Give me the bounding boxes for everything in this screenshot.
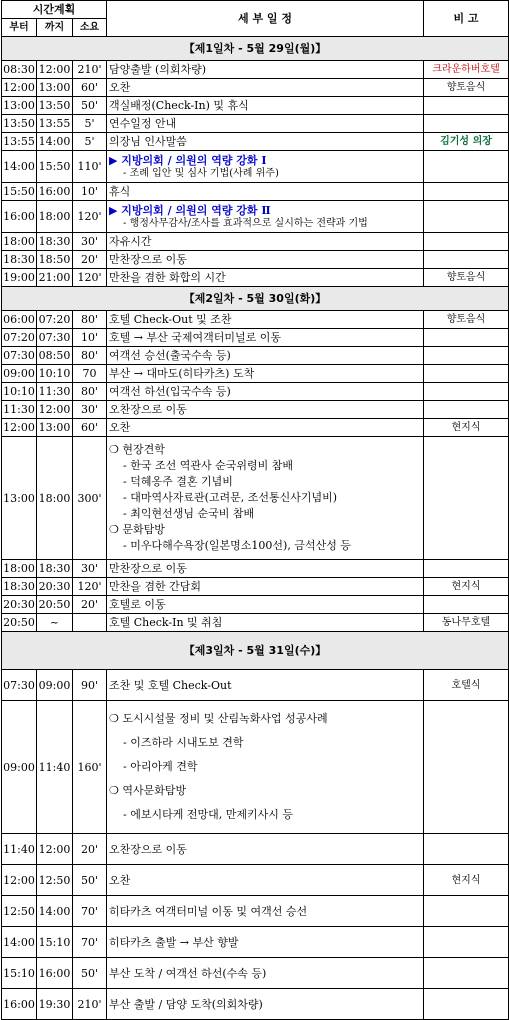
cell-dur: 80' [73, 311, 107, 329]
cell-detail [107, 79, 424, 97]
cell-note [424, 151, 509, 183]
cell-detail [107, 927, 424, 958]
detail-line: - 한국 조선 역관사 순국위령비 참배 [123, 459, 293, 472]
cell-detail [107, 61, 424, 79]
detail-line: 부산 출발 / 담양 도착(의회차량) [109, 997, 263, 1011]
schedule-row [2, 614, 509, 632]
cell-from: 20:30 [2, 596, 37, 614]
cell-from: 16:00 [2, 989, 37, 1020]
detail-line: 만찬장으로 이동 [109, 562, 187, 575]
cell-detail [107, 596, 424, 614]
cell-dur: 120' [73, 578, 107, 596]
cell-note: 향토음식 [424, 269, 509, 287]
detail-line: - 대마역사자료관(고려문, 조선통신사기념비) [123, 491, 338, 504]
day-title: 【제2일차 - 5월 30일(화)】 [2, 287, 509, 311]
cell-dur: 10' [73, 329, 107, 347]
cell-note [424, 834, 509, 865]
cell-note [424, 201, 509, 233]
cell-detail [107, 365, 424, 383]
cell-detail [107, 958, 424, 989]
detail-line: 만찬을 겸한 화합의 시간 [109, 271, 226, 284]
cell-from: 15:50 [2, 183, 37, 201]
cell-note [424, 596, 509, 614]
detail-line: 연수일정 안내 [109, 117, 177, 130]
cell-dur: 5' [73, 133, 107, 151]
detail-line: 호텔 Check-Out 및 조찬 [109, 313, 232, 326]
schedule-row [2, 79, 509, 97]
schedule-row [2, 989, 509, 1020]
cell-from: 08:30 [2, 61, 37, 79]
cell-dur: 210' [73, 989, 107, 1020]
detail-line: 부산 → 대마도(히타카츠) 도착 [109, 367, 255, 380]
schedule-row [2, 383, 509, 401]
cell-note: 크라운하버호텔 [424, 61, 509, 79]
cell-detail [107, 614, 424, 632]
cell-to: 18:30 [37, 560, 73, 578]
detail-line: - 행정사무감사/조사를 효과적으로 실시하는 전략과 기법 [123, 217, 368, 229]
cell-from: 12:50 [2, 896, 37, 927]
cell-to: 20:30 [37, 578, 73, 596]
cell-note: 현지식 [424, 865, 509, 896]
cell-from: 09:00 [2, 701, 37, 834]
cell-dur: 50' [73, 97, 107, 115]
detail-line: 여객선 하선(입국수속 등) [109, 385, 231, 398]
cell-from: 14:00 [2, 151, 37, 183]
cell-note [424, 97, 509, 115]
schedule-row [2, 329, 509, 347]
day-header-row [2, 37, 509, 61]
cell-from: 11:30 [2, 401, 37, 419]
cell-detail [107, 183, 424, 201]
header-plan: 시간계획 [2, 1, 107, 19]
cell-note [424, 701, 509, 834]
cell-to: 12:00 [37, 61, 73, 79]
cell-from: 18:30 [2, 251, 37, 269]
detail-line: 여객선 승선(출국수속 등) [109, 349, 231, 362]
cell-note: 향토음식 [424, 311, 509, 329]
cell-dur: 160' [73, 701, 107, 834]
schedule-row [2, 201, 509, 233]
cell-dur: 5' [73, 115, 107, 133]
detail-line: 호텔 → 부산 국제여객터미널로 이동 [109, 331, 281, 344]
detail-line: 히타카츠 출발 → 부산 향발 [109, 935, 239, 949]
cell-detail [107, 896, 424, 927]
cell-from: 12:00 [2, 79, 37, 97]
header-row-1 [2, 1, 509, 19]
cell-from: 09:00 [2, 365, 37, 383]
cell-to: 16:00 [37, 958, 73, 989]
cell-dur: 30' [73, 233, 107, 251]
cell-from: 07:30 [2, 347, 37, 365]
day-header-row [2, 632, 509, 670]
detail-line: 호텔 Check-In 및 취침 [109, 616, 223, 629]
cell-detail [107, 419, 424, 437]
cell-detail [107, 578, 424, 596]
detail-line: 의장님 인사말씀 [109, 135, 187, 148]
cell-detail [107, 97, 424, 115]
cell-note [424, 401, 509, 419]
cell-note: 호텔식 [424, 670, 509, 701]
detail-line: 담양출발 (의회차량) [109, 63, 207, 76]
day-header-row [2, 287, 509, 311]
detail-line: 오찬장으로 이동 [109, 403, 187, 416]
cell-note [424, 251, 509, 269]
schedule-row [2, 927, 509, 958]
detail-line: ❍ 현장견학 [109, 443, 165, 456]
cell-dur: 50' [73, 865, 107, 896]
cell-dur: 20' [73, 251, 107, 269]
cell-note [424, 437, 509, 560]
cell-detail [107, 834, 424, 865]
header-to: 까지 [37, 19, 73, 37]
header-dur: 소요 [73, 19, 107, 37]
cell-dur: 50' [73, 958, 107, 989]
schedule-row [2, 365, 509, 383]
schedule-row [2, 896, 509, 927]
cell-note: 동나무호텔 [424, 614, 509, 632]
cell-dur: 10' [73, 183, 107, 201]
schedule-row [2, 401, 509, 419]
cell-note [424, 365, 509, 383]
cell-dur: 60' [73, 79, 107, 97]
detail-line: - 최익현선생님 순국비 참배 [123, 507, 255, 520]
detail-line: 휴식 [109, 185, 131, 198]
schedule-row [2, 578, 509, 596]
cell-note [424, 347, 509, 365]
detail-line: ❍ 도시시설물 정비 및 산림녹화사업 성공사례 [109, 712, 328, 725]
cell-to: 18:30 [37, 233, 73, 251]
detail-line: 호텔로 이동 [109, 598, 166, 611]
cell-dur: 20' [73, 834, 107, 865]
cell-to: 12:00 [37, 834, 73, 865]
cell-detail [107, 401, 424, 419]
cell-to: 13:00 [37, 79, 73, 97]
itinerary-table [1, 0, 509, 1020]
cell-to: 13:55 [37, 115, 73, 133]
cell-note [424, 115, 509, 133]
schedule-row [2, 834, 509, 865]
cell-to: 12:00 [37, 401, 73, 419]
detail-line: 부산 도착 / 여객선 하선(수속 등) [109, 966, 267, 980]
cell-detail [107, 865, 424, 896]
cell-to: 08:50 [37, 347, 73, 365]
schedule-row [2, 958, 509, 989]
schedule-row [2, 865, 509, 896]
cell-to: 11:40 [37, 701, 73, 834]
cell-dur: 90' [73, 670, 107, 701]
detail-line: - 조례 입안 및 심사 기법(사례 위주) [123, 167, 279, 179]
schedule-row [2, 269, 509, 287]
cell-note [424, 329, 509, 347]
schedule-row [2, 115, 509, 133]
cell-dur: 70 [73, 365, 107, 383]
cell-detail [107, 133, 424, 151]
schedule-row [2, 347, 509, 365]
schedule-row [2, 233, 509, 251]
schedule-row [2, 419, 509, 437]
cell-detail [107, 269, 424, 287]
cell-to: 15:50 [37, 151, 73, 183]
cell-from: 19:00 [2, 269, 37, 287]
cell-from: 16:00 [2, 201, 37, 233]
schedule-row [2, 311, 509, 329]
schedule-row [2, 670, 509, 701]
cell-to: ~ [37, 614, 73, 632]
schedule-row [2, 97, 509, 115]
schedule-row [2, 183, 509, 201]
cell-to: 21:00 [37, 269, 73, 287]
schedule-row [2, 701, 509, 834]
cell-from: 12:00 [2, 419, 37, 437]
cell-note [424, 896, 509, 927]
cell-detail [107, 701, 424, 834]
detail-line: 히타카츠 여객터미널 이동 및 여객선 승선 [109, 904, 308, 918]
cell-to: 20:50 [37, 596, 73, 614]
cell-note [424, 958, 509, 989]
schedule-row [2, 61, 509, 79]
cell-from: 14:00 [2, 927, 37, 958]
header-from: 부터 [2, 19, 37, 37]
cell-to: 16:00 [37, 183, 73, 201]
cell-to: 10:10 [37, 365, 73, 383]
cell-from: 13:00 [2, 97, 37, 115]
cell-detail [107, 251, 424, 269]
day-title: 【제3일차 - 5월 31일(수)】 [2, 632, 509, 670]
cell-note [424, 560, 509, 578]
cell-dur: 210' [73, 61, 107, 79]
cell-dur: 120' [73, 201, 107, 233]
cell-detail [107, 151, 424, 183]
schedule-row [2, 596, 509, 614]
cell-to: 14:00 [37, 133, 73, 151]
cell-detail [107, 201, 424, 233]
cell-dur: 120' [73, 269, 107, 287]
cell-to: 09:00 [37, 670, 73, 701]
cell-to: 15:10 [37, 927, 73, 958]
cell-from: 20:50 [2, 614, 37, 632]
cell-from: 18:00 [2, 560, 37, 578]
cell-from: 18:00 [2, 233, 37, 251]
cell-from: 18:30 [2, 578, 37, 596]
cell-detail [107, 115, 424, 133]
cell-detail [107, 347, 424, 365]
cell-detail [107, 311, 424, 329]
cell-from: 06:00 [2, 311, 37, 329]
detail-line: 오찬 [109, 421, 131, 434]
cell-from: 07:20 [2, 329, 37, 347]
cell-note: 현지식 [424, 419, 509, 437]
detail-line: 객실배정(Check-In) 및 휴식 [109, 99, 249, 112]
cell-detail [107, 560, 424, 578]
cell-to: 12:50 [37, 865, 73, 896]
cell-detail [107, 233, 424, 251]
cell-note [424, 183, 509, 201]
header-note: 비 고 [424, 1, 509, 37]
cell-detail [107, 383, 424, 401]
detail-line: 오찬 [109, 873, 131, 887]
schedule-row [2, 560, 509, 578]
detail-line: ▶ 지방의회 / 의원의 역량 강화 Ⅱ [109, 203, 271, 217]
detail-line: ❍ 역사문화탐방 [109, 784, 187, 797]
detail-line: - 미우다해수욕장(일본명소100선), 금석산성 등 [123, 539, 351, 552]
cell-dur: 60' [73, 419, 107, 437]
cell-to: 18:00 [37, 437, 73, 560]
cell-detail [107, 329, 424, 347]
cell-detail [107, 670, 424, 701]
schedule-row [2, 437, 509, 560]
detail-line: - 아리아케 견학 [123, 760, 198, 773]
cell-from: 13:50 [2, 115, 37, 133]
detail-line: ❍ 문화탐방 [109, 523, 165, 536]
header-detail: 세 부 일 정 [107, 1, 424, 37]
cell-from: 15:10 [2, 958, 37, 989]
cell-dur: 300' [73, 437, 107, 560]
cell-from: 11:40 [2, 834, 37, 865]
cell-dur: 70' [73, 896, 107, 927]
cell-to: 13:50 [37, 97, 73, 115]
cell-from: 13:00 [2, 437, 37, 560]
cell-to: 11:30 [37, 383, 73, 401]
detail-line: 만찬을 겸한 간담회 [109, 580, 202, 593]
schedule-row [2, 151, 509, 183]
cell-dur: 110' [73, 151, 107, 183]
cell-from: 07:30 [2, 670, 37, 701]
cell-to: 07:20 [37, 311, 73, 329]
cell-to: 13:00 [37, 419, 73, 437]
cell-note [424, 233, 509, 251]
cell-note: 김기성 의장 [424, 133, 509, 151]
cell-detail [107, 989, 424, 1020]
cell-to: 18:50 [37, 251, 73, 269]
cell-note [424, 989, 509, 1020]
detail-line: 만찬장으로 이동 [109, 253, 187, 266]
cell-from: 13:55 [2, 133, 37, 151]
cell-from: 12:00 [2, 865, 37, 896]
cell-dur: 30' [73, 560, 107, 578]
detail-line: 오찬 [109, 81, 131, 94]
cell-dur: 70' [73, 927, 107, 958]
cell-to: 18:00 [37, 201, 73, 233]
cell-note [424, 927, 509, 958]
cell-dur [73, 614, 107, 632]
cell-to: 07:30 [37, 329, 73, 347]
cell-dur: 30' [73, 401, 107, 419]
cell-to: 19:30 [37, 989, 73, 1020]
detail-line: ▶ 지방의회 / 의원의 역량 강화 Ⅰ [109, 153, 267, 167]
cell-note: 현지식 [424, 578, 509, 596]
schedule-row [2, 251, 509, 269]
cell-dur: 80' [73, 383, 107, 401]
schedule-row [2, 133, 509, 151]
cell-to: 14:00 [37, 896, 73, 927]
day-title: 【제1일차 - 5월 29일(월)】 [2, 37, 509, 61]
cell-note: 향토음식 [424, 79, 509, 97]
detail-line: 오찬장으로 이동 [109, 842, 187, 856]
detail-line: - 덕혜옹주 결혼 기념비 [123, 475, 233, 488]
detail-line: 조찬 및 호텔 Check-Out [109, 678, 232, 692]
detail-line: 자유시간 [109, 235, 152, 248]
cell-from: 10:10 [2, 383, 37, 401]
cell-detail [107, 437, 424, 560]
detail-line: - 이즈하라 시내도보 견학 [123, 736, 244, 749]
cell-dur: 80' [73, 347, 107, 365]
detail-line: - 에보시타케 전망대, 만제키사시 등 [123, 808, 293, 821]
cell-dur: 20' [73, 596, 107, 614]
cell-note [424, 383, 509, 401]
